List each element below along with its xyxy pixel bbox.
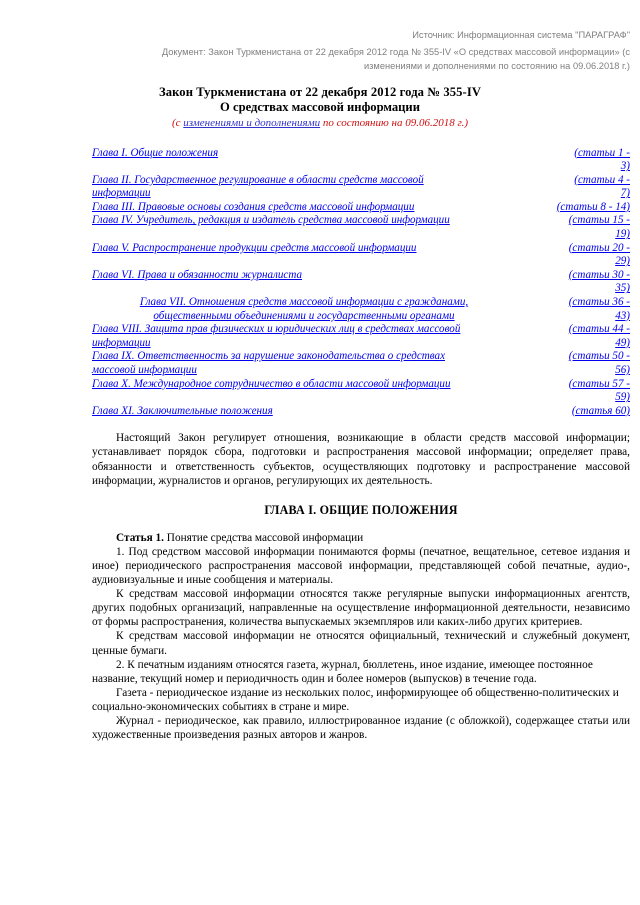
toc-link-chapter-10[interactable]: Глава X. Международное сотрудничество в области массовой информации [92,377,451,390]
article-paragraph-3: К средствам массовой информации не относятся официальный, технический и служебный документ, ценные бумаги. [92,630,630,657]
toc-link-chapter-1[interactable]: Глава I. Общие положения [92,146,219,159]
toc-entry-chapter-6[interactable] [92,269,630,296]
toc-link-chapter-2[interactable]: Глава II. Государственное регулирование в области средств массовой информации [92,173,424,200]
toc-pages-chapter-2[interactable]: (статьи 4 - 7) [574,173,630,200]
chapter-heading: ГЛАВА I. ОБЩИЕ ПОЛОЖЕНИЯ [264,502,458,517]
amendment-prefix: (с [171,116,184,129]
toc-pages-chapter-1[interactable]: (статьи 1 - 3) [574,146,630,173]
toc-link-chapter-4[interactable]: Глава IV. Учредитель, редакция и издатель средства массовой информации [92,214,450,227]
toc-entry-chapter-2[interactable] [92,174,630,201]
toc-pages-chapter-9[interactable]: (статьи 50 - 56) [568,350,630,376]
page-subtitle: О средствах массовой информации [220,99,420,114]
document-reference-line: Документ: Закон Туркменистана от 22 декабря 2012 года № 355-IV «О средствах массовой информации» (с изменениями и дополнениями по состоянию на 09.06.2018 г.) [161,46,630,71]
toc-entry-chapter-7[interactable] [92,296,630,323]
amendment-link[interactable]: изменениями и дополнениями [183,116,321,129]
page-title: Закон Туркменистана от 22 декабря 2012 года № 355-IV [158,84,482,99]
toc-pages-chapter-4[interactable]: (статьи 15 - 19) [568,214,630,241]
source-line: Источник: Информационная система "ПАРАГРАФ" [412,30,630,40]
table-of-contents [8,147,632,419]
toc-entry-chapter-5[interactable] [92,242,630,269]
toc-link-chapter-11[interactable]: Глава XI. Заключительные положения [92,404,273,417]
toc-entry-chapter-3[interactable] [92,201,630,215]
article-title: Понятие средства массовой информации [163,531,364,544]
toc-pages-chapter-6[interactable]: (статьи 30 - 35) [568,268,630,295]
toc-entry-chapter-9[interactable] [92,350,630,377]
amendment-note [8,116,632,131]
article-paragraph-2: К средствам массовой информации относятся также регулярные выпуски информационных агентств, других подобных организаций, направленные на осуществление информационной деятельности, независимо от формы распространения, количества выпускаемых экземпляров или каких-либо других критериев. [92,588,630,629]
document-body [8,431,632,742]
toc-pages-chapter-5[interactable]: (статьи 20 - 29) [568,241,630,268]
article-paragraph-1: 1. Под средством массовой информации понимаются формы (печатное, вещательное, сетевое издания и иное) периодического распространения массовой информации, представляющей собой печатные, аудио-, аудиовизуальные и иные сообщения и материалы. [92,545,630,587]
preamble-paragraph: Настоящий Закон регулирует отношения, возникающие в области средств массовой информации; устанавливает порядок сбора, подготовки и распространения массовой информации; определяет права, обязанности и ответственность субъектов, осуществляющих подготовку и распространение массовой информации, журналистов и органов, регулирующих их деятельность. [92,432,630,487]
document-header [8,0,632,74]
toc-link-chapter-5[interactable]: Глава V. Распространение продукции средств массовой информации [92,241,417,254]
toc-pages-chapter-10[interactable]: (статьи 57 - 59) [568,377,630,404]
toc-entry-chapter-1[interactable] [92,147,630,174]
toc-link-chapter-7[interactable]: Глава VII. Отношения средств массовой информации с гражданами, общественными объединениями и государственными органами [139,296,469,322]
title-block [8,85,632,131]
toc-link-chapter-6[interactable]: Глава VI. Права и обязанности журналиста [92,268,303,281]
article-heading [92,531,630,545]
toc-link-chapter-3[interactable]: Глава III. Правовые основы создания средств массовой информации [92,200,415,213]
toc-pages-chapter-11[interactable]: (статья 60) [571,404,630,417]
article-paragraph-5: Газета - периодическое издание из нескольких полос, информирующее об общественно-политических и социально-экономических событиях в стране и мире. [92,686,619,713]
amendment-suffix: по состоянию на 09.06.2018 г.) [320,116,469,129]
article-paragraph-6: Журнал - периодическое, как правило, иллюстрированное издание (с обложкой), содержащее статьи или художественные произведения разных авторов и жанров. [92,714,630,742]
toc-entry-chapter-10[interactable] [92,378,630,405]
toc-entry-chapter-11[interactable] [92,405,630,419]
toc-pages-chapter-8[interactable]: (статьи 44 - 49) [568,323,630,349]
toc-entry-chapter-4[interactable] [92,214,630,241]
article-number: Статья 1. [116,531,164,544]
toc-link-chapter-8[interactable]: Глава VIII. Защита прав физических и юридических лиц в средствах массовой информации [92,323,461,349]
article-paragraph-4: 2. К печатным изданиям относятся газета, журнал, бюллетень, иное издание, имеющее постоянное название, текущий номер и периодичность один и более номеров (выпусков) в течение года. [92,658,593,685]
toc-pages-chapter-7[interactable]: (статьи 36 - 43) [568,296,630,322]
toc-link-chapter-9[interactable]: Глава IX. Ответственность за нарушение законодательства о средствах массовой информации [92,350,445,376]
toc-entry-chapter-8[interactable] [92,323,630,350]
toc-pages-chapter-3[interactable]: (статьи 8 - 14) [556,200,630,213]
